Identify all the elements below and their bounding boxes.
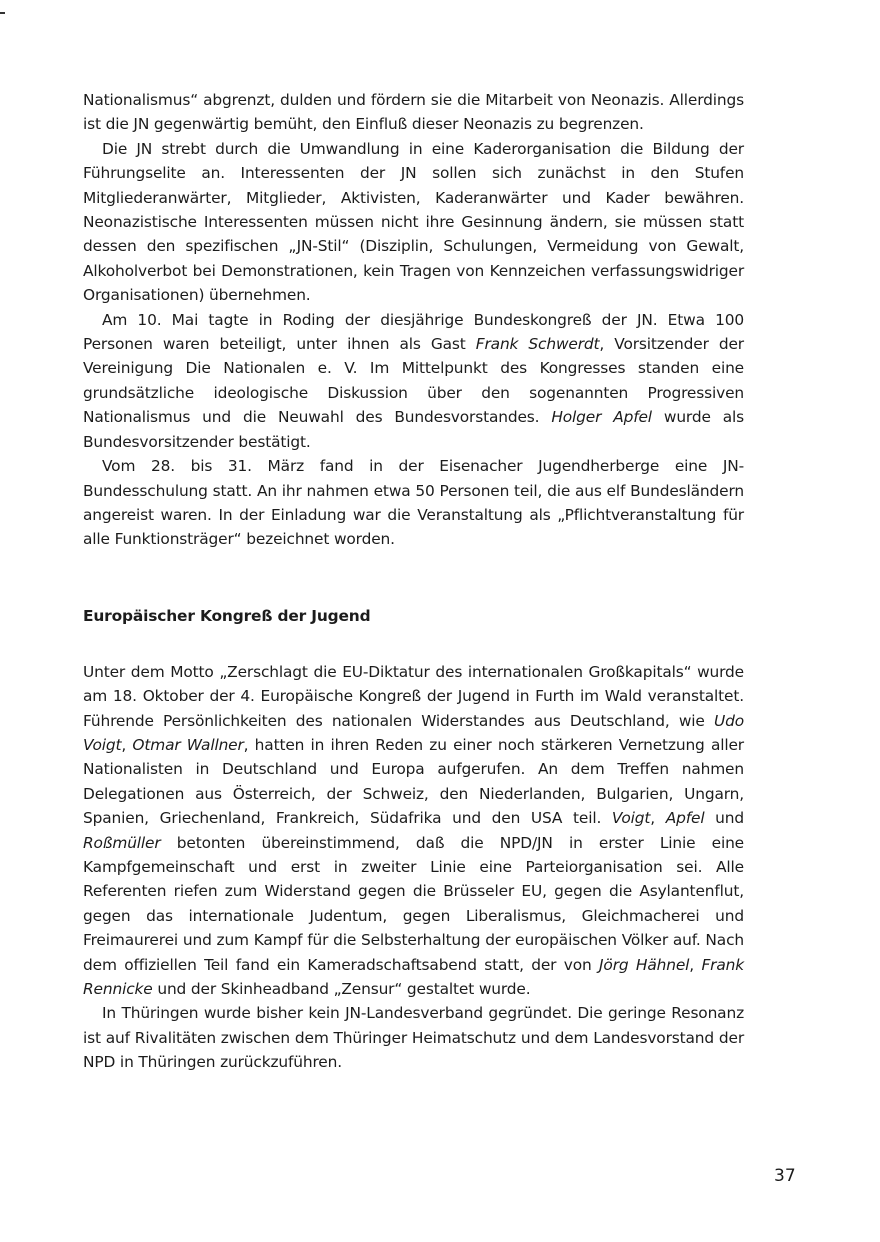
text-run: und der Skinheadband „Zensur“ gestaltet wurde. xyxy=(152,980,531,998)
person-name-italic: Udo Voigt xyxy=(83,711,744,754)
paragraphs-top xyxy=(83,88,744,552)
text-run: Am 10. Mai tagte in Roding der diesjährige Bundeskongreß der JN. Etwa 100 Personen waren beteiligt, unter ihnen als Gast xyxy=(83,310,744,354)
paragraph xyxy=(83,88,744,137)
person-name-italic: Frank Schwerdt xyxy=(475,335,600,354)
text-run: , xyxy=(650,809,666,828)
text-run: und xyxy=(704,809,744,828)
paragraphs-bottom xyxy=(83,660,744,1075)
text-run: , Vorsitzender der Vereinigung Die Nationalen e. V. Im Mittelpunkt des Kongresses standen eine grundsätzliche ideologische Diskussion über den sogenannten Progressiven Nationalismus und die Neuwahl des Bundesvorstandes. xyxy=(83,335,744,427)
paragraph xyxy=(83,660,744,1002)
paragraph xyxy=(83,454,744,552)
person-name-italic: Voigt xyxy=(611,809,651,828)
text-run: , xyxy=(689,955,702,974)
person-name-italic: Jörg Hähnel xyxy=(599,955,690,974)
text-run: betonten übereinstimmend, daß die NPD/JN in erster Linie eine Kampfgemeinschaft und erst in zweiter Linie eine Parteiorganisation sei. Alle Referenten riefen zum Widerstand gegen die Brüsseler EU, gegen die Asylantenflut, gegen das internationale Judentum, gegen Liberalismus, Gleichmacherei und Freimaurerei und zum Kampf für die Selbsterhaltung der europäischen Völker auf. Nach dem offiziellen Teil fand ein Kameradschaftsabend statt, der von xyxy=(83,833,744,974)
paragraph xyxy=(83,137,744,308)
person-name-italic: Holger Apfel xyxy=(551,408,652,427)
person-name-italic: Frank Rennicke xyxy=(83,955,744,998)
scan-corner-mark xyxy=(0,12,5,14)
text-run: , xyxy=(121,735,133,754)
text-run: In Thüringen wurde bisher kein JN-Landesverband gegründet. Die geringe Resonanz ist auf Rivalitäten zwischen dem Thüringer Heimatschutz und dem Landesvorstand der NPD in Thüringen zurückzuführen. xyxy=(83,1004,744,1072)
text-run: , hatten in ihren Reden zu einer noch stärkeren Vernetzung aller Nationalisten in Deutschland und Europa aufgerufen. An dem Treffen nahmen Delegationen aus Österreich, der Schweiz, den Niederlanden, Bulgarien, Ungarn, Spanien, Griechenland, Frankreich, Südafrika und den USA teil. xyxy=(83,735,744,828)
person-name-italic: Otmar Wallner xyxy=(132,735,244,754)
text-run: Nationalismus“ abgrenzt, dulden und fördern sie die Mitarbeit von Neonazis. Allerdings ist die JN gegenwärtig bemüht, den Einfluß dieser Neonazis zu begrenzen. xyxy=(83,91,744,134)
text-run: Vom 28. bis 31. März fand in der Eisenacher Jugendherberge eine JN-Bundesschulung statt. An ihr nahmen etwa 50 Personen teil, die aus elf Bundesländern angereist waren. In der Einladung war die Veranstaltung als „Pflichtveranstaltung für alle Funktionsträger“ bezeichnet worden. xyxy=(83,457,744,549)
spacer xyxy=(83,552,744,604)
person-name-italic: Roßmüller xyxy=(83,833,161,852)
paragraph xyxy=(83,308,744,454)
person-name-italic: Apfel xyxy=(665,809,705,828)
text-run: Die JN strebt durch die Umwandlung in eine Kaderorganisation die Bildung der Führungselite an. Interessenten der JN sollen sich zunächst in den Stufen Mitgliederanwärter, Mitglieder, Aktivisten, Kaderanwärter und Kader bewähren. Neonazistische Interessenten müssen nicht ihre Gesinnung ändern, sie müssen statt dessen den spezifischen „JN-Stil“ (Disziplin, Schulungen, Vermeidung von Gewalt, Alkoholverbot bei Demonstrationen, kein Tragen von Kennzeichen verfassungswidriger Organisationen) übernehmen. xyxy=(83,139,744,305)
text-run: wurde als Bundesvorsitzender bestätigt. xyxy=(83,408,744,451)
page-number: 37 xyxy=(774,1166,796,1186)
text-run: Unter dem Motto „Zerschlagt die EU-Diktatur des internationalen Großkapitals“ wurde am 18. Oktober der 4. Europäische Kongreß der Jugend in Furth im Wald veranstaltet. Führende Persönlichkeiten des nationalen Widerstandes aus Deutschland, wie xyxy=(83,662,744,730)
spacer xyxy=(83,628,744,660)
paragraph xyxy=(83,1001,744,1074)
document-page xyxy=(83,88,744,1075)
section-heading: Europäischer Kongreß der Jugend xyxy=(83,606,371,625)
